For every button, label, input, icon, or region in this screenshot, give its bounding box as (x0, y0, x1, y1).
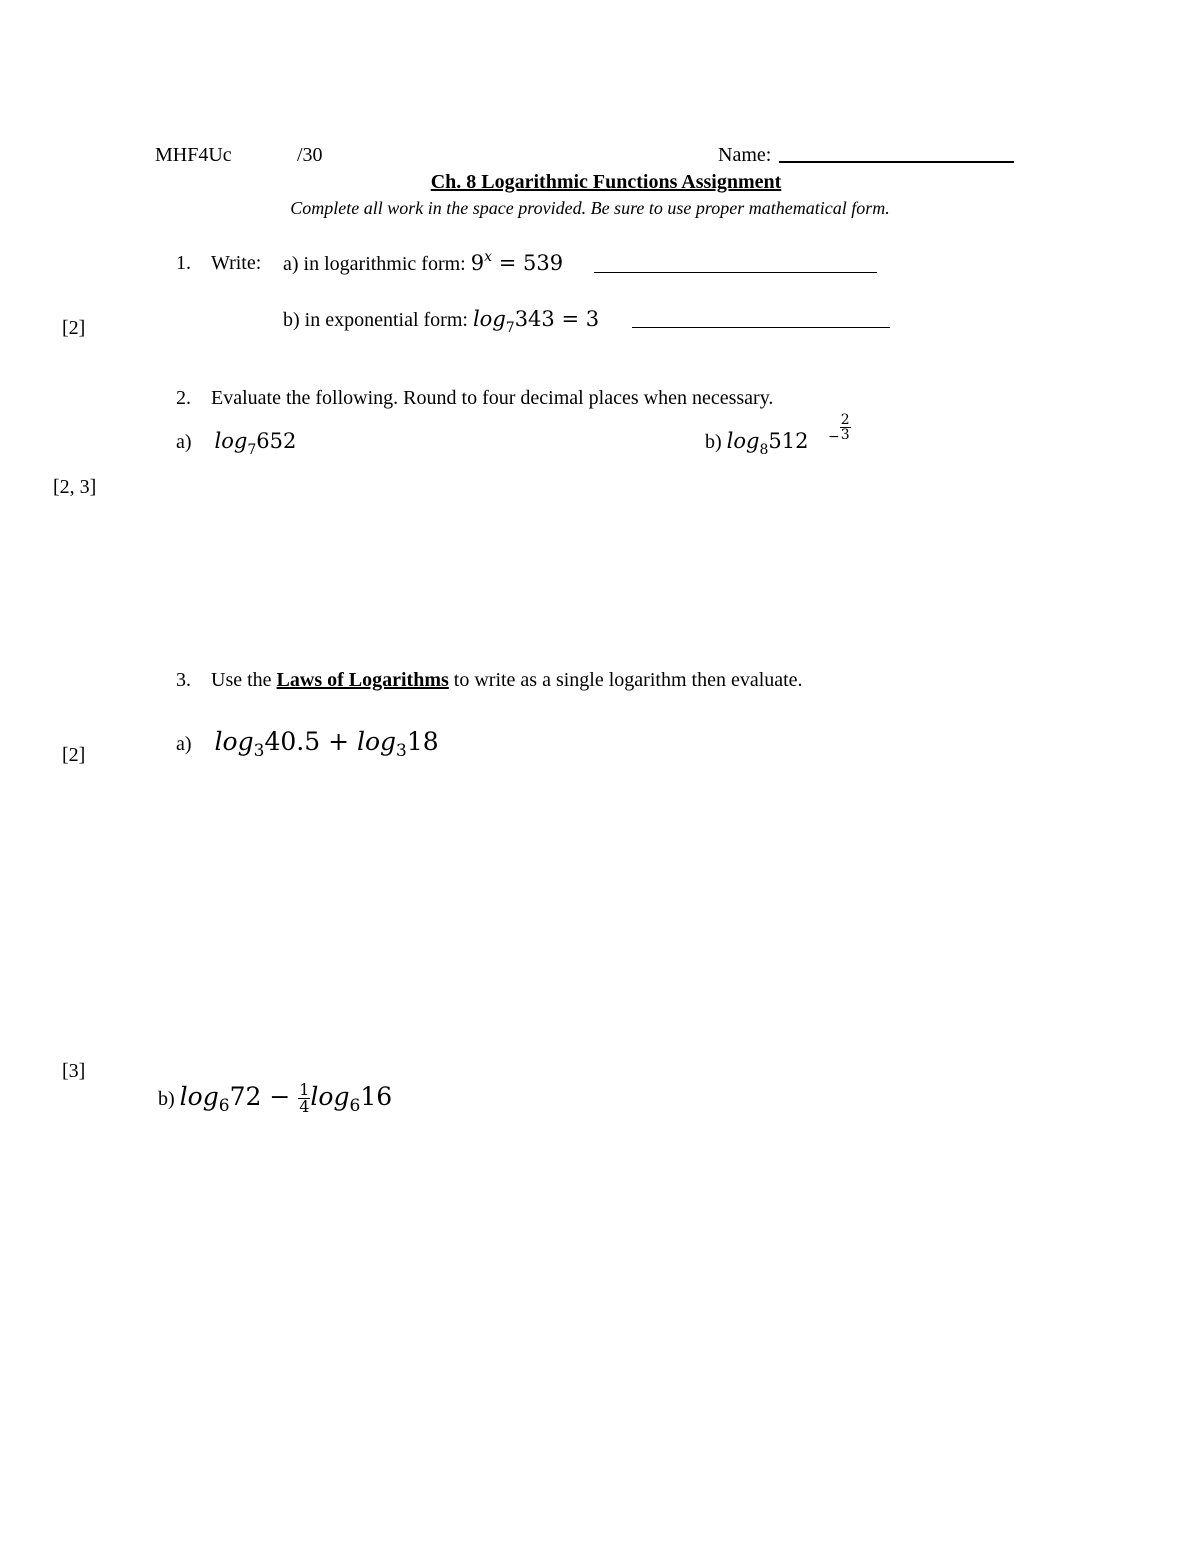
instructions: Complete all work in the space provided. Be sure to use proper mathematical form. (290, 198, 890, 218)
q3b-label: b) (158, 1088, 175, 1110)
q3a-argument-1: 40.5 (264, 727, 321, 756)
q2a (176, 429, 297, 458)
q3a-argument-2: 18 (406, 727, 439, 756)
q3a-operator: + (328, 727, 350, 756)
q3b-expression (179, 1080, 393, 1116)
q2a-label: a) (176, 431, 192, 453)
q2a-base: 7 (247, 442, 257, 458)
q3a (176, 727, 439, 761)
q2b-exponent (828, 412, 851, 445)
q1b-rhs: = 3 (561, 307, 600, 331)
q3b-coefficient (298, 1082, 310, 1115)
q2a-argument: 652 (256, 429, 297, 453)
q1a-exponent: x (484, 249, 493, 265)
q3b-coefficient-numerator: 1 (299, 1080, 310, 1099)
q2-prompt: Evaluate the following. Round to four decimal places when necessary. (211, 387, 774, 409)
q3b-argument-1: 72 (229, 1082, 262, 1111)
q2-marks: [2, 3] (53, 476, 97, 498)
q3a-expression (214, 727, 439, 761)
q3b (158, 1082, 392, 1115)
q3a-base-1: 3 (253, 741, 265, 761)
q3a-label: a) (176, 733, 192, 755)
q3b-argument-2: 16 (360, 1082, 393, 1111)
q3b-coefficient-denominator: 4 (299, 1097, 310, 1116)
total-score: /30 (297, 144, 323, 166)
q1a-rhs: = 539 (498, 251, 564, 275)
q1b-label: b) in exponential form: (283, 309, 468, 331)
q3-prompt-before: Use the (211, 669, 272, 691)
q1b-base: 7 (505, 320, 515, 336)
assignment-title: Ch. 8 Logarithmic Functions Assignment (430, 171, 782, 193)
q2b-log: log (726, 429, 760, 453)
q1a-answer-line[interactable] (594, 272, 877, 273)
q2-number: 2. (176, 387, 191, 409)
q1b-prompt (283, 307, 600, 336)
q3-prompt (211, 670, 803, 690)
q2b-argument: 512 (768, 429, 809, 453)
q2b-base: 8 (759, 442, 769, 458)
q2b-exponent-denominator: 3 (840, 427, 850, 443)
q3b-operator: − (269, 1082, 291, 1111)
q3b-log-2: log (310, 1082, 350, 1111)
q2b-exponent-fraction (840, 413, 851, 442)
q2b-label: b) (705, 431, 722, 453)
q1a-prompt (283, 249, 564, 275)
q3a-log-2: log (356, 727, 397, 756)
q1-number: 1. (176, 252, 191, 274)
q2a-expression (214, 429, 297, 458)
name-field-line[interactable] (779, 161, 1014, 163)
q1a-label: a) in logarithmic form: (283, 253, 466, 275)
q3a-base-2: 3 (396, 741, 407, 761)
q1a-base: 9 (470, 251, 485, 275)
q2b-exponent-sign: − (828, 428, 840, 445)
q3-prompt-after: to write as a single logarithm then evaluate. (453, 669, 803, 691)
q3a-log-1: log (214, 727, 254, 756)
q1b-log: log (472, 307, 506, 331)
course-code: MHF4Uc (155, 144, 232, 166)
q3-prompt-emphasis: Laws of Logarithms (276, 669, 449, 691)
q3b-base-2: 6 (349, 1096, 361, 1116)
q3b-base-1: 6 (218, 1096, 230, 1116)
q1-marks: [2] (62, 317, 86, 339)
q1b-answer-line[interactable] (632, 327, 890, 328)
q3b-marks: [3] (62, 1060, 86, 1082)
q3-number: 3. (176, 669, 191, 691)
q2b-exponent-numerator: 2 (840, 412, 850, 428)
q2b-expression (726, 429, 809, 458)
name-label: Name: (718, 144, 772, 166)
q2b (705, 429, 809, 458)
q1-verb: Write: (211, 252, 262, 274)
q3a-marks: [2] (62, 744, 86, 766)
q1b-argument: 343 (514, 307, 555, 331)
q2a-log: log (214, 429, 248, 453)
q1b-expression (472, 307, 600, 336)
q3b-log-1: log (179, 1082, 219, 1111)
q1a-expression (471, 251, 563, 275)
